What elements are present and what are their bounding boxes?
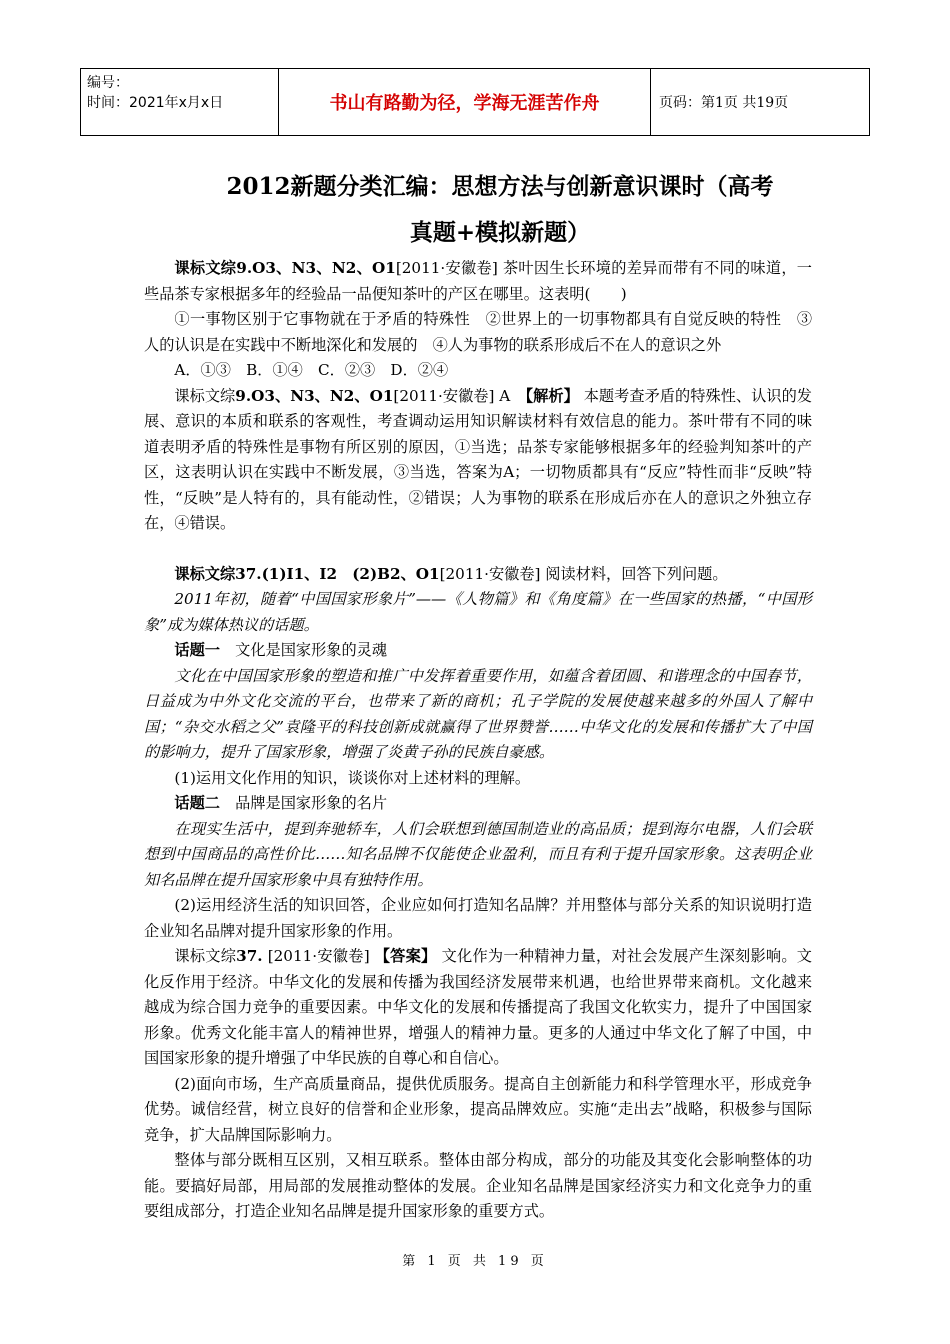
question-2-tag: 课标文综37.(1)I1、I2 (2)B2、O1 <box>174 564 440 583</box>
question-2-stem <box>144 562 812 588</box>
header-meta <box>81 69 279 135</box>
title-line-1: 2012新题分类汇编：思想方法与创新意识课时（高考 <box>226 173 774 200</box>
question-1-stem <box>144 256 812 307</box>
question-1-text: 茶叶因生长环境的差异而带有不同的味道，一些品茶专家根据多年的经验品一品便知茶叶的产区在哪里。这表明( ) <box>144 259 812 303</box>
answer-2-source: [2011·安徽卷] <box>262 947 375 965</box>
analysis-label: 【解析】 <box>525 386 579 405</box>
answer-2-tag: 37. <box>236 947 263 965</box>
sub-question-1: (1)运用文化作用的知识，谈谈你对上述材料的理解。 <box>174 768 531 787</box>
question-1-source: [2011·安徽卷] <box>395 259 498 277</box>
question-2-text: 阅读材料，回答下列问题。 <box>540 564 728 583</box>
answer-1-text: 本题考查矛盾的特殊性、认识的发展、意识的本质和联系的客观性，考查调动运用知识解读材料有效信息的能力。茶叶带有不同的味道表明矛盾的特殊性是事物有所区别的原因，①当选；品茶专家能够根据多年的经验判知茶叶的产区，这表明认识在实践中不断发展，③当选，答案为A；一切物质都具有“反应”特性而非“反映”特性，“反映”是人特有的，具有能动性，②错误；人为事物的联系在形成后亦在人的意识之外独立存在，④错误。 <box>144 386 812 532</box>
answer-label: 【答案】 <box>374 947 437 965</box>
topic-2-heading <box>144 791 812 817</box>
document-header <box>80 68 870 136</box>
answer-2-p2: (2)面向市场，生产高质量商品，提供优质服务。提高自主创新能力和科学管理水平，形成竞争优势。诚信经营，树立良好的信誉和企业形象，提高品牌效应。实施“走出去”战略，积极参与国际竞争，扩大品牌国际影响力。 <box>144 1074 812 1144</box>
answer-1-tag: 9.O3、N3、N2、O1 <box>235 386 394 405</box>
title-line-2: 真题+模拟新题） <box>409 219 591 246</box>
question-1-options: A．①③ B．①④ C．②③ D．②④ <box>174 361 449 379</box>
topic-1-heading <box>144 638 812 664</box>
topic-1-text: 文化在中国国家形象的塑造和推广中发挥着重要作用，如蕴含着团圆、和谐理念的中国春节，日益成为中外文化交流的平台，也带来了新的商机；孔子学院的发展使越来越多的外国人了解中国；“杂交水稻之父”袁隆平的科技创新成就赢得了世界赞誉……中华文化的发展和传播扩大了中国的影响力，提升了国家形象，增强了炎黄子孙的民族自豪感。 <box>144 666 812 761</box>
question-1-tag: 课标文综9.O3、N3、N2、O1 <box>174 259 396 277</box>
answer-1 <box>144 384 812 537</box>
answer-2-p1: 文化作为一种精神力量，对社会发展产生深刻影响。文化反作用于经济。中华文化的发展和传播为我国经济发展带来机遇，也给世界带来商机。文化越来越成为综合国力竞争的重要因素。中华文化的发展和传播提高了我国文化软实力，提升了中国国家形象。优秀文化能丰富人的精神世界，增强人的精神力量。更多的人通过中华文化了解了中国，中国国家形象的提升增强了中华民族的自尊心和自信心。 <box>144 947 812 1067</box>
sub-question-2: (2)运用经济生活的知识回答，企业应如何打造知名品牌？并用整体与部分关系的知识说明打造企业知名品牌对提升国家形象的作用。 <box>144 896 812 940</box>
question-1-statements: ①一事物区别于它事物就在于矛盾的特殊性 ②世界上的一切事物都具有自觉反映的特性 ③人的认识是在实践中不断地深化和发展的 ④人为事物的联系形成后不在人的意识之外 <box>144 310 812 354</box>
topic-1-title: 文化是国家形象的灵魂 <box>219 641 388 659</box>
page-footer: 第 1 页 共 19 页 <box>402 1254 548 1269</box>
number-label: 编号： <box>87 75 129 91</box>
topic-2-label: 话题二 <box>174 794 220 812</box>
question-2-source: [2011·安徽卷] <box>439 564 541 583</box>
time-label: 时间：2021年x月x日 <box>87 95 224 111</box>
answer-2-prefix: 课标文综 <box>174 947 237 965</box>
answer-2 <box>144 944 812 1072</box>
topic-1-label: 话题一 <box>174 641 220 659</box>
answer-2-p3: 整体与部分既相互区别，又相互联系。整体由部分构成，部分的功能及其变化会影响整体的功能。要搞好局部，用局部的发展推动整体的发展。企业知名品牌是国家经济实力和文化竞争力的重要组成部分，打造企业知名品牌是提升国家形象的重要方式。 <box>144 1151 812 1220</box>
answer-1-source: [2011·安徽卷] A <box>393 386 526 405</box>
page-info: 页码：第1页 共19页 <box>659 95 789 111</box>
question-2-intro: 2011年初，随着“中国国家形象片”——《人物篇》和《角度篇》在一些国家的热播，“中国形象”成为媒体热议的话题。 <box>144 590 812 634</box>
motto: 书山有路勤为径，学海无涯苦作舟 <box>279 69 651 135</box>
document-body <box>144 256 812 1225</box>
topic-2-text: 在现实生活中，提到奔驰轿车，人们会联想到德国制造业的高品质；提到海尔电器，人们会联想到中国商品的高性价比……知名品牌不仅能使企业盈利，而且有利于提升国家形象。这表明企业知名品牌在提升国家形象中具有独特作用。 <box>144 819 812 889</box>
answer-1-prefix: 课标文综 <box>174 386 236 405</box>
topic-2-title: 品牌是国家形象的名片 <box>219 794 388 812</box>
